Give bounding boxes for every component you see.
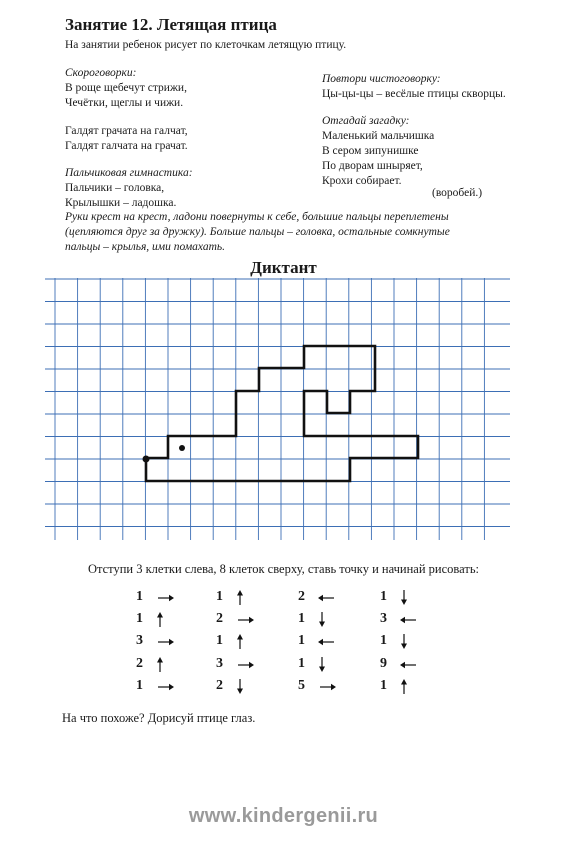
arrow-up-icon [396, 679, 414, 695]
tongue-twister-line: Галдят грачата на галчат, [65, 125, 188, 137]
page-subtitle: На занятии ребенок рисует по клеточкам летящую птицу. [65, 39, 347, 51]
arrow-right-icon [318, 682, 336, 698]
dictation-step [212, 631, 272, 653]
arrow-left-icon [400, 660, 418, 676]
finger-gym-line: Крылышки – ладошка. [65, 197, 177, 209]
riddle-line: По дворам шныряет, [322, 160, 423, 172]
dictation-step [132, 676, 192, 698]
dictation-step [376, 676, 436, 698]
dictation-step [132, 631, 192, 653]
step-count: 1 [136, 589, 143, 604]
riddle-line: В сером зипунишке [322, 145, 419, 157]
step-count: 3 [380, 611, 387, 627]
step-count: 1 [298, 633, 305, 649]
tongue-twister-line: Галдят галчата на грачат. [65, 140, 188, 152]
step-count: 1 [216, 633, 223, 649]
tongue-twisters-heading: Скороговорки: [65, 67, 137, 79]
step-count: 2 [136, 655, 143, 671]
arrow-down-icon [396, 590, 414, 606]
dictation-heading: Диктант [250, 258, 317, 277]
site-watermark: www.kindergenii.ru [188, 805, 379, 827]
tongue-twister-line: В роще щебечут стрижи, [65, 82, 187, 94]
step-count: 1 [136, 611, 143, 627]
page-title: Занятие 12. Летящая птица [65, 15, 277, 34]
drawing-grid [45, 278, 515, 553]
finger-gym-description: (цепляются друг за дружку). Больше пальцы – головка, остальные сомкнутые [65, 226, 450, 238]
arrow-down-icon [314, 612, 332, 628]
arrow-right-icon [156, 637, 174, 653]
step-count: 2 [216, 677, 223, 693]
step-count: 5 [298, 677, 305, 693]
arrow-down-icon [232, 679, 250, 695]
riddle-line: Маленький мальчишка [322, 130, 435, 142]
arrow-right-icon [156, 682, 174, 698]
step-count: 1 [216, 589, 223, 604]
finger-gym-line: Пальчики – головка, [65, 182, 165, 194]
riddle-answer: (воробей.) [432, 187, 483, 199]
step-count: 3 [136, 633, 143, 649]
dictation-step [294, 654, 354, 676]
dictation-step [294, 609, 354, 631]
arrow-down-icon [396, 634, 414, 650]
step-count: 2 [298, 589, 305, 604]
arrow-up-icon [232, 634, 250, 650]
arrow-up-icon [152, 612, 170, 628]
riddle-heading: Отгадай загадку: [322, 115, 410, 127]
arrow-down-icon [314, 657, 332, 673]
arrow-right-icon [156, 593, 174, 609]
finger-gym-description: пальцы – крылья, ими помахать. [65, 241, 226, 253]
start-point [143, 456, 150, 463]
finger-gym-description: Руки крест на крест, ладони повернуты к себе, большие пальцы переплетены [65, 211, 449, 223]
clean-talk-line: Цы-цы-цы – весёлые птицы скворцы. [322, 88, 506, 100]
arrow-up-icon [152, 657, 170, 673]
arrow-right-icon [236, 615, 254, 631]
dictation-step [212, 587, 272, 609]
dictation-instruction: Отступи 3 клетки слева, 8 клеток сверху, ставь точку и начинай рисовать: [87, 562, 479, 576]
dictation-question: На что похоже? Дорисуй птице глаз. [62, 711, 256, 725]
dictation-step [294, 587, 354, 609]
arrow-left-icon [400, 615, 418, 631]
clean-talk-heading: Повтори чистоговорку: [322, 73, 441, 85]
step-count: 2 [216, 611, 223, 627]
bird-outline [146, 346, 418, 481]
dictation-step [294, 631, 354, 653]
grid-svg [45, 278, 515, 548]
arrow-left-icon [318, 637, 336, 653]
dictation-step [376, 631, 436, 653]
step-count: 1 [136, 677, 143, 693]
arrow-up-icon [232, 590, 250, 606]
step-count: 1 [298, 611, 305, 627]
dictation-step [294, 676, 354, 698]
dictation-step [376, 609, 436, 631]
dictation-step [376, 587, 436, 609]
step-count: 1 [380, 677, 387, 693]
dictation-step [132, 654, 192, 676]
step-count: 1 [380, 589, 387, 604]
dictation-step [132, 587, 192, 609]
step-count: 1 [298, 655, 305, 671]
riddle-line: Крохи собирает. [322, 175, 402, 187]
tongue-twister-line: Чечётки, щеглы и чижи. [65, 97, 184, 109]
step-count: 9 [380, 655, 387, 671]
dictation-step [212, 654, 272, 676]
bird-eye [179, 445, 185, 451]
dictation-step [212, 676, 272, 698]
step-count: 1 [380, 633, 387, 649]
arrow-left-icon [318, 593, 336, 609]
step-count: 3 [216, 655, 223, 671]
dictation-step [132, 609, 192, 631]
dictation-step [212, 609, 272, 631]
arrow-right-icon [236, 660, 254, 676]
dictation-step [376, 654, 436, 676]
finger-gym-heading: Пальчиковая гимнастика: [65, 167, 193, 179]
